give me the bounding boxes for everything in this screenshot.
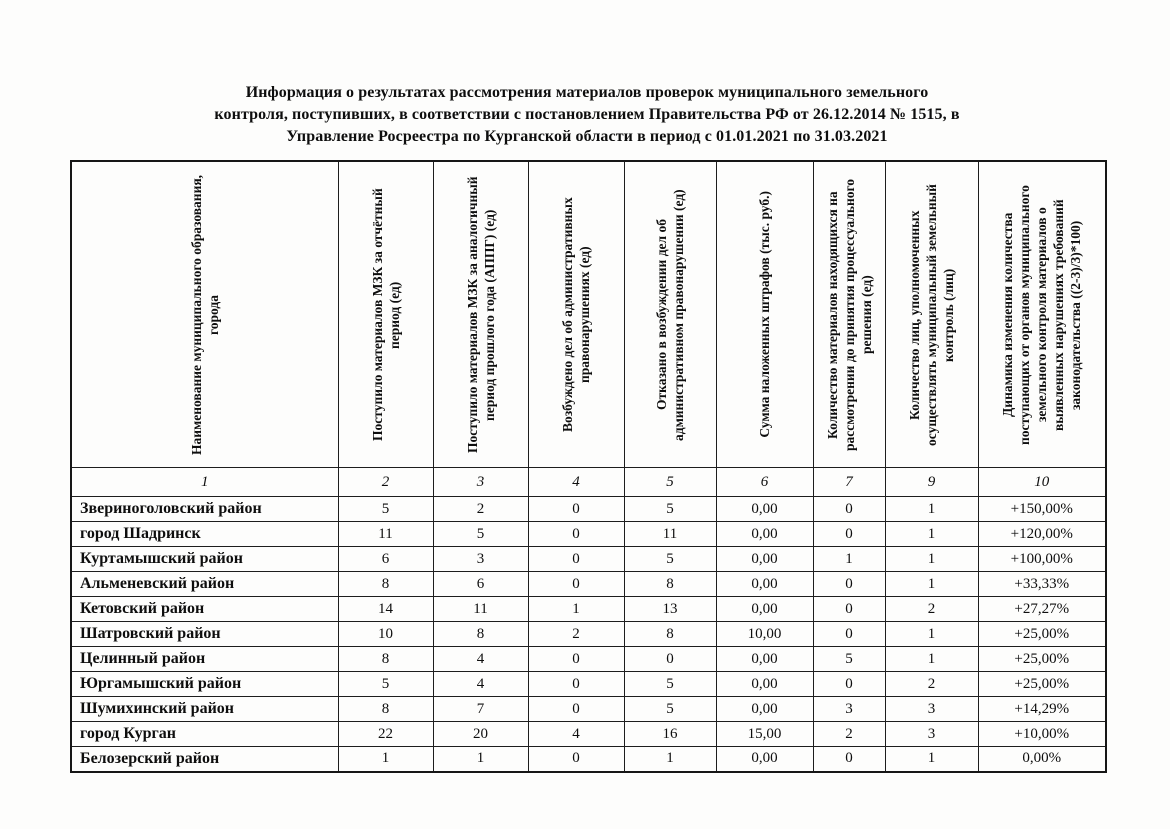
column-number: 5	[624, 468, 716, 497]
cell-value: 0	[528, 522, 624, 547]
report-title-line: Информация о результатах рассмотрения материалов проверок муниципального земельного	[245, 84, 929, 101]
cell-value: 20	[433, 722, 528, 747]
rotated-header-wrap	[979, 163, 1106, 466]
cell-value: 7	[433, 697, 528, 722]
cell-value: 5	[338, 497, 433, 522]
table-row	[71, 672, 1106, 697]
column-number: 7	[813, 468, 885, 497]
cell-value: 0	[813, 522, 885, 547]
column-header-cell	[624, 161, 716, 468]
cell-value: 0,00	[716, 522, 813, 547]
column-header-label: Динамика изменения количества поступающих от органов муниципального земельного контроля материалов о выявленных нарушениях требований законодательства ((2-3)/3)*100)	[1000, 184, 1084, 445]
rotated-header-wrap	[339, 163, 433, 466]
cell-value: +10,00%	[978, 722, 1106, 747]
cell-value: 8	[338, 697, 433, 722]
cell-value: 1	[885, 647, 978, 672]
cell-value: 16	[624, 722, 716, 747]
rotated-header-wrap	[886, 163, 978, 466]
cell-value: 5	[813, 647, 885, 672]
cell-value: 11	[624, 522, 716, 547]
column-header-label: Возбуждено дел об административных правонарушениях (ед)	[560, 197, 592, 432]
cell-value: 2	[528, 622, 624, 647]
table-row	[71, 697, 1106, 722]
cell-value: 6	[433, 572, 528, 597]
cell-value: 5	[338, 672, 433, 697]
row-name: город Шадринск	[71, 522, 338, 547]
cell-value: 1	[885, 572, 978, 597]
cell-value: 5	[624, 497, 716, 522]
cell-value: 2	[885, 597, 978, 622]
cell-value: +27,27%	[978, 597, 1106, 622]
column-number: 9	[885, 468, 978, 497]
cell-value: 10	[338, 622, 433, 647]
cell-value: 0	[528, 647, 624, 672]
report-title	[68, 82, 1106, 148]
cell-value: 8	[624, 572, 716, 597]
cell-value: +14,29%	[978, 697, 1106, 722]
cell-value: 3	[433, 547, 528, 572]
cell-value: 1	[813, 547, 885, 572]
cell-value: 1	[885, 497, 978, 522]
cell-value: 8	[624, 622, 716, 647]
cell-value: 0	[813, 497, 885, 522]
table-row	[71, 597, 1106, 622]
cell-value: 5	[624, 547, 716, 572]
cell-value: +25,00%	[978, 622, 1106, 647]
cell-value: 1	[338, 747, 433, 772]
cell-value: 3	[813, 697, 885, 722]
cell-value: 0	[813, 672, 885, 697]
cell-value: 5	[624, 697, 716, 722]
cell-value: 0,00	[716, 572, 813, 597]
header-row	[71, 161, 1106, 468]
table-row	[71, 547, 1106, 572]
cell-value: 4	[528, 722, 624, 747]
column-number: 10	[978, 468, 1106, 497]
column-header-cell	[338, 161, 433, 468]
table-row	[71, 647, 1106, 672]
cell-value: 8	[338, 647, 433, 672]
column-header-cell	[813, 161, 885, 468]
column-header-label: Количество материалов находящихся на рассмотрении до принятия процессуального решения (ед)	[824, 178, 874, 451]
column-header-cell	[433, 161, 528, 468]
cell-value: 4	[433, 647, 528, 672]
row-name: Белозерский район	[71, 747, 338, 772]
cell-value: +120,00%	[978, 522, 1106, 547]
row-name: Кетовский район	[71, 597, 338, 622]
cell-value: 0,00	[716, 597, 813, 622]
cell-value: 0	[528, 497, 624, 522]
column-header-label: Наименование муниципального образования, города	[188, 174, 221, 455]
cell-value: 0	[528, 697, 624, 722]
row-name: Звериноголовский район	[71, 497, 338, 522]
cell-value: +100,00%	[978, 547, 1106, 572]
cell-value: 0	[813, 597, 885, 622]
cell-value: 0	[528, 672, 624, 697]
cell-value: 0,00	[716, 547, 813, 572]
report-title-line: Управление Росреестра по Курганской области в период с 01.01.2021 по 31.03.2021	[286, 128, 888, 145]
row-name: Целинный район	[71, 647, 338, 672]
cell-value: 0,00	[716, 647, 813, 672]
table-row	[71, 722, 1106, 747]
column-header-cell	[528, 161, 624, 468]
column-header-cell	[716, 161, 813, 468]
report-title-line: контроля, поступивших, в соответствии с постановлением Правительства РФ от 26.12.2014 № 1515, в	[214, 106, 960, 123]
column-header-label: Поступило материалов МЗК за отчётный период (ед)	[369, 188, 402, 441]
column-number: 2	[338, 468, 433, 497]
cell-value: 11	[433, 597, 528, 622]
cell-value: 0,00	[716, 672, 813, 697]
column-header-label: Количество лиц, уполномоченных осуществлять муниципальный земельный контроль (лиц)	[907, 183, 956, 446]
cell-value: 8	[338, 572, 433, 597]
row-name: Шатровский район	[71, 622, 338, 647]
cell-value: 2	[885, 672, 978, 697]
row-name: Куртамышский район	[71, 547, 338, 572]
table-row	[71, 497, 1106, 522]
cell-value: 4	[433, 672, 528, 697]
cell-value: 0	[528, 572, 624, 597]
row-name: Альменевский район	[71, 572, 338, 597]
cell-value: 0	[813, 622, 885, 647]
cell-value: 0	[813, 747, 885, 772]
column-number-row	[71, 468, 1106, 497]
column-number: 6	[716, 468, 813, 497]
cell-value: 0,00%	[978, 747, 1106, 772]
cell-value: +25,00%	[978, 647, 1106, 672]
table-row	[71, 572, 1106, 597]
rotated-header-wrap	[72, 163, 338, 466]
cell-value: 3	[885, 697, 978, 722]
column-header-cell	[71, 161, 338, 468]
cell-value: 1	[433, 747, 528, 772]
cell-value: 2	[433, 497, 528, 522]
cell-value: +25,00%	[978, 672, 1106, 697]
cell-value: 1	[885, 522, 978, 547]
cell-value: 0,00	[716, 747, 813, 772]
column-number: 3	[433, 468, 528, 497]
column-header-cell	[978, 161, 1106, 468]
cell-value: 5	[433, 522, 528, 547]
column-header-label: Поступило материалов МЗК за аналогичный период прошлого года (АППГ) (ед)	[464, 176, 497, 453]
table-row	[71, 522, 1106, 547]
cell-value: 11	[338, 522, 433, 547]
cell-value: 2	[813, 722, 885, 747]
report-table	[70, 160, 1107, 773]
cell-value: 3	[885, 722, 978, 747]
row-name: Шумихинский район	[71, 697, 338, 722]
cell-value: 6	[338, 547, 433, 572]
cell-value: 0	[528, 547, 624, 572]
rotated-header-wrap	[625, 163, 716, 466]
rotated-header-wrap	[434, 163, 528, 466]
cell-value: 10,00	[716, 622, 813, 647]
cell-value: 0	[813, 572, 885, 597]
column-header-label: Отказано в возбуждении дел об административном правонарушении (ед)	[654, 188, 686, 441]
rotated-header-wrap	[529, 163, 624, 466]
cell-value: 1	[624, 747, 716, 772]
rotated-header-wrap	[717, 163, 813, 466]
column-header-label: Сумма наложенных штрафов (тыс. руб.)	[757, 191, 772, 438]
cell-value: 13	[624, 597, 716, 622]
row-name: город Курган	[71, 722, 338, 747]
cell-value: 0,00	[716, 697, 813, 722]
cell-value: 8	[433, 622, 528, 647]
cell-value: 1	[528, 597, 624, 622]
table-row	[71, 622, 1106, 647]
cell-value: 1	[885, 747, 978, 772]
cell-value: 0	[624, 647, 716, 672]
column-number: 4	[528, 468, 624, 497]
cell-value: 1	[885, 622, 978, 647]
cell-value: 5	[624, 672, 716, 697]
column-number: 1	[71, 468, 338, 497]
cell-value: +33,33%	[978, 572, 1106, 597]
cell-value: 22	[338, 722, 433, 747]
cell-value: +150,00%	[978, 497, 1106, 522]
rotated-header-wrap	[814, 163, 885, 466]
cell-value: 0	[528, 747, 624, 772]
column-header-cell	[885, 161, 978, 468]
cell-value: 1	[885, 547, 978, 572]
cell-value: 15,00	[716, 722, 813, 747]
row-name: Юргамышский район	[71, 672, 338, 697]
table-row	[71, 747, 1106, 772]
cell-value: 0,00	[716, 497, 813, 522]
cell-value: 14	[338, 597, 433, 622]
